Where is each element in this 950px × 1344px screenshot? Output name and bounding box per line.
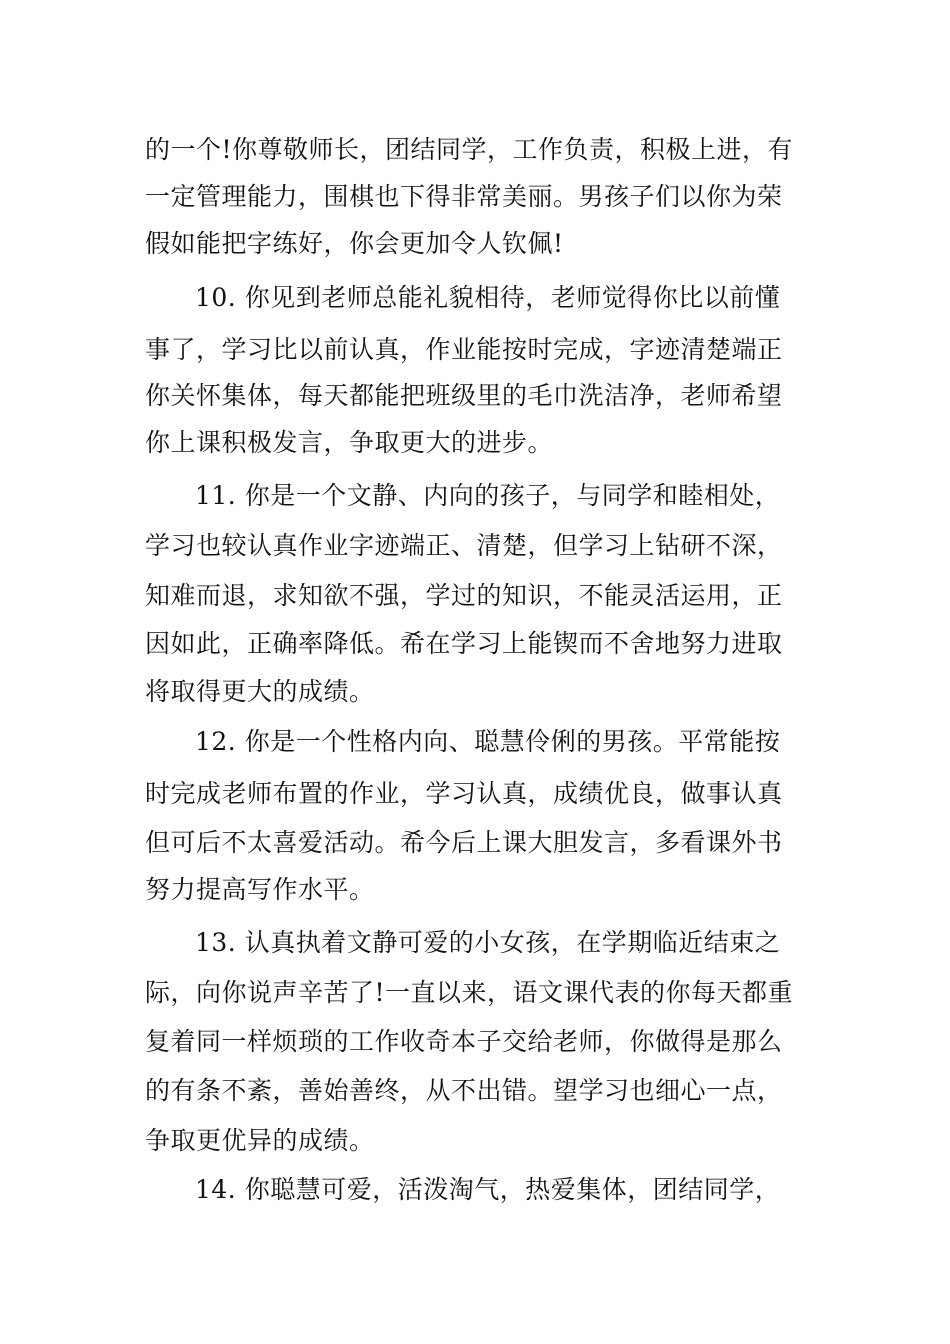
paragraph-13-first-line: 13. 认真执着文静可爱的小女孩，在学期临近结束之 — [195, 928, 781, 957]
text-line: 际，向你说声辛苦了!一直以来，语文课代表的你每天都重 — [145, 978, 794, 1007]
text-line: 假如能把字练好，你会更加令人钦佩! — [145, 229, 564, 258]
text-line: 时完成老师布置的作业，学习认真，成绩优良，做事认真 — [145, 779, 783, 808]
paragraph-10-first-line: 10. 你见到老师总能礼貌相待，老师觉得你比以前懂 — [195, 283, 781, 312]
text-line: 但可后不太喜爱活动。希今后上课大胆发言，多看课外书 — [145, 828, 783, 857]
text-line: 学习也较认真作业字迹端正、清楚，但学习上钻研不深， — [145, 531, 783, 560]
paragraph-11-first-line: 11. 你是一个文静、内向的孩子，与同学和睦相处， — [195, 481, 781, 510]
text-line: 你关怀集体，每天都能把班级里的毛巾洗洁净，老师希望 — [145, 381, 783, 410]
paragraph-14-first-line: 14. 你聪慧可爱，活泼淘气，热爱集体，团结同学， — [195, 1175, 781, 1204]
text-line: 一定管理能力，围棋也下得非常美丽。男孩子们以你为荣 — [145, 182, 783, 211]
text-line: 事了，学习比以前认真，作业能按时完成，字迹清楚端正 — [145, 335, 783, 364]
text-line: 复着同一样烦琐的工作收奇本子交给老师，你做得是那么 — [145, 1027, 783, 1056]
text-line: 争取更优异的成绩。 — [145, 1126, 375, 1155]
text-line: 的有条不紊，善始善终，从不出错。望学习也细心一点， — [145, 1076, 783, 1105]
text-line: 知难而退，求知欲不强，学过的知识，不能灵活运用，正 — [145, 581, 783, 610]
text-line: 努力提高写作水平。 — [145, 875, 375, 904]
paragraph-12-first-line: 12. 你是一个性格内向、聪慧伶俐的男孩。平常能按 — [195, 727, 781, 756]
text-line: 你上课积极发言，争取更大的进步。 — [145, 428, 554, 457]
text-line: 将取得更大的成绩。 — [145, 677, 375, 706]
text-line: 因如此，正确率降低。希在学习上能锲而不舍地努力进取 — [145, 629, 783, 658]
text-line: 的一个!你尊敬师长，团结同学，工作负责，积极上进，有 — [145, 135, 794, 164]
